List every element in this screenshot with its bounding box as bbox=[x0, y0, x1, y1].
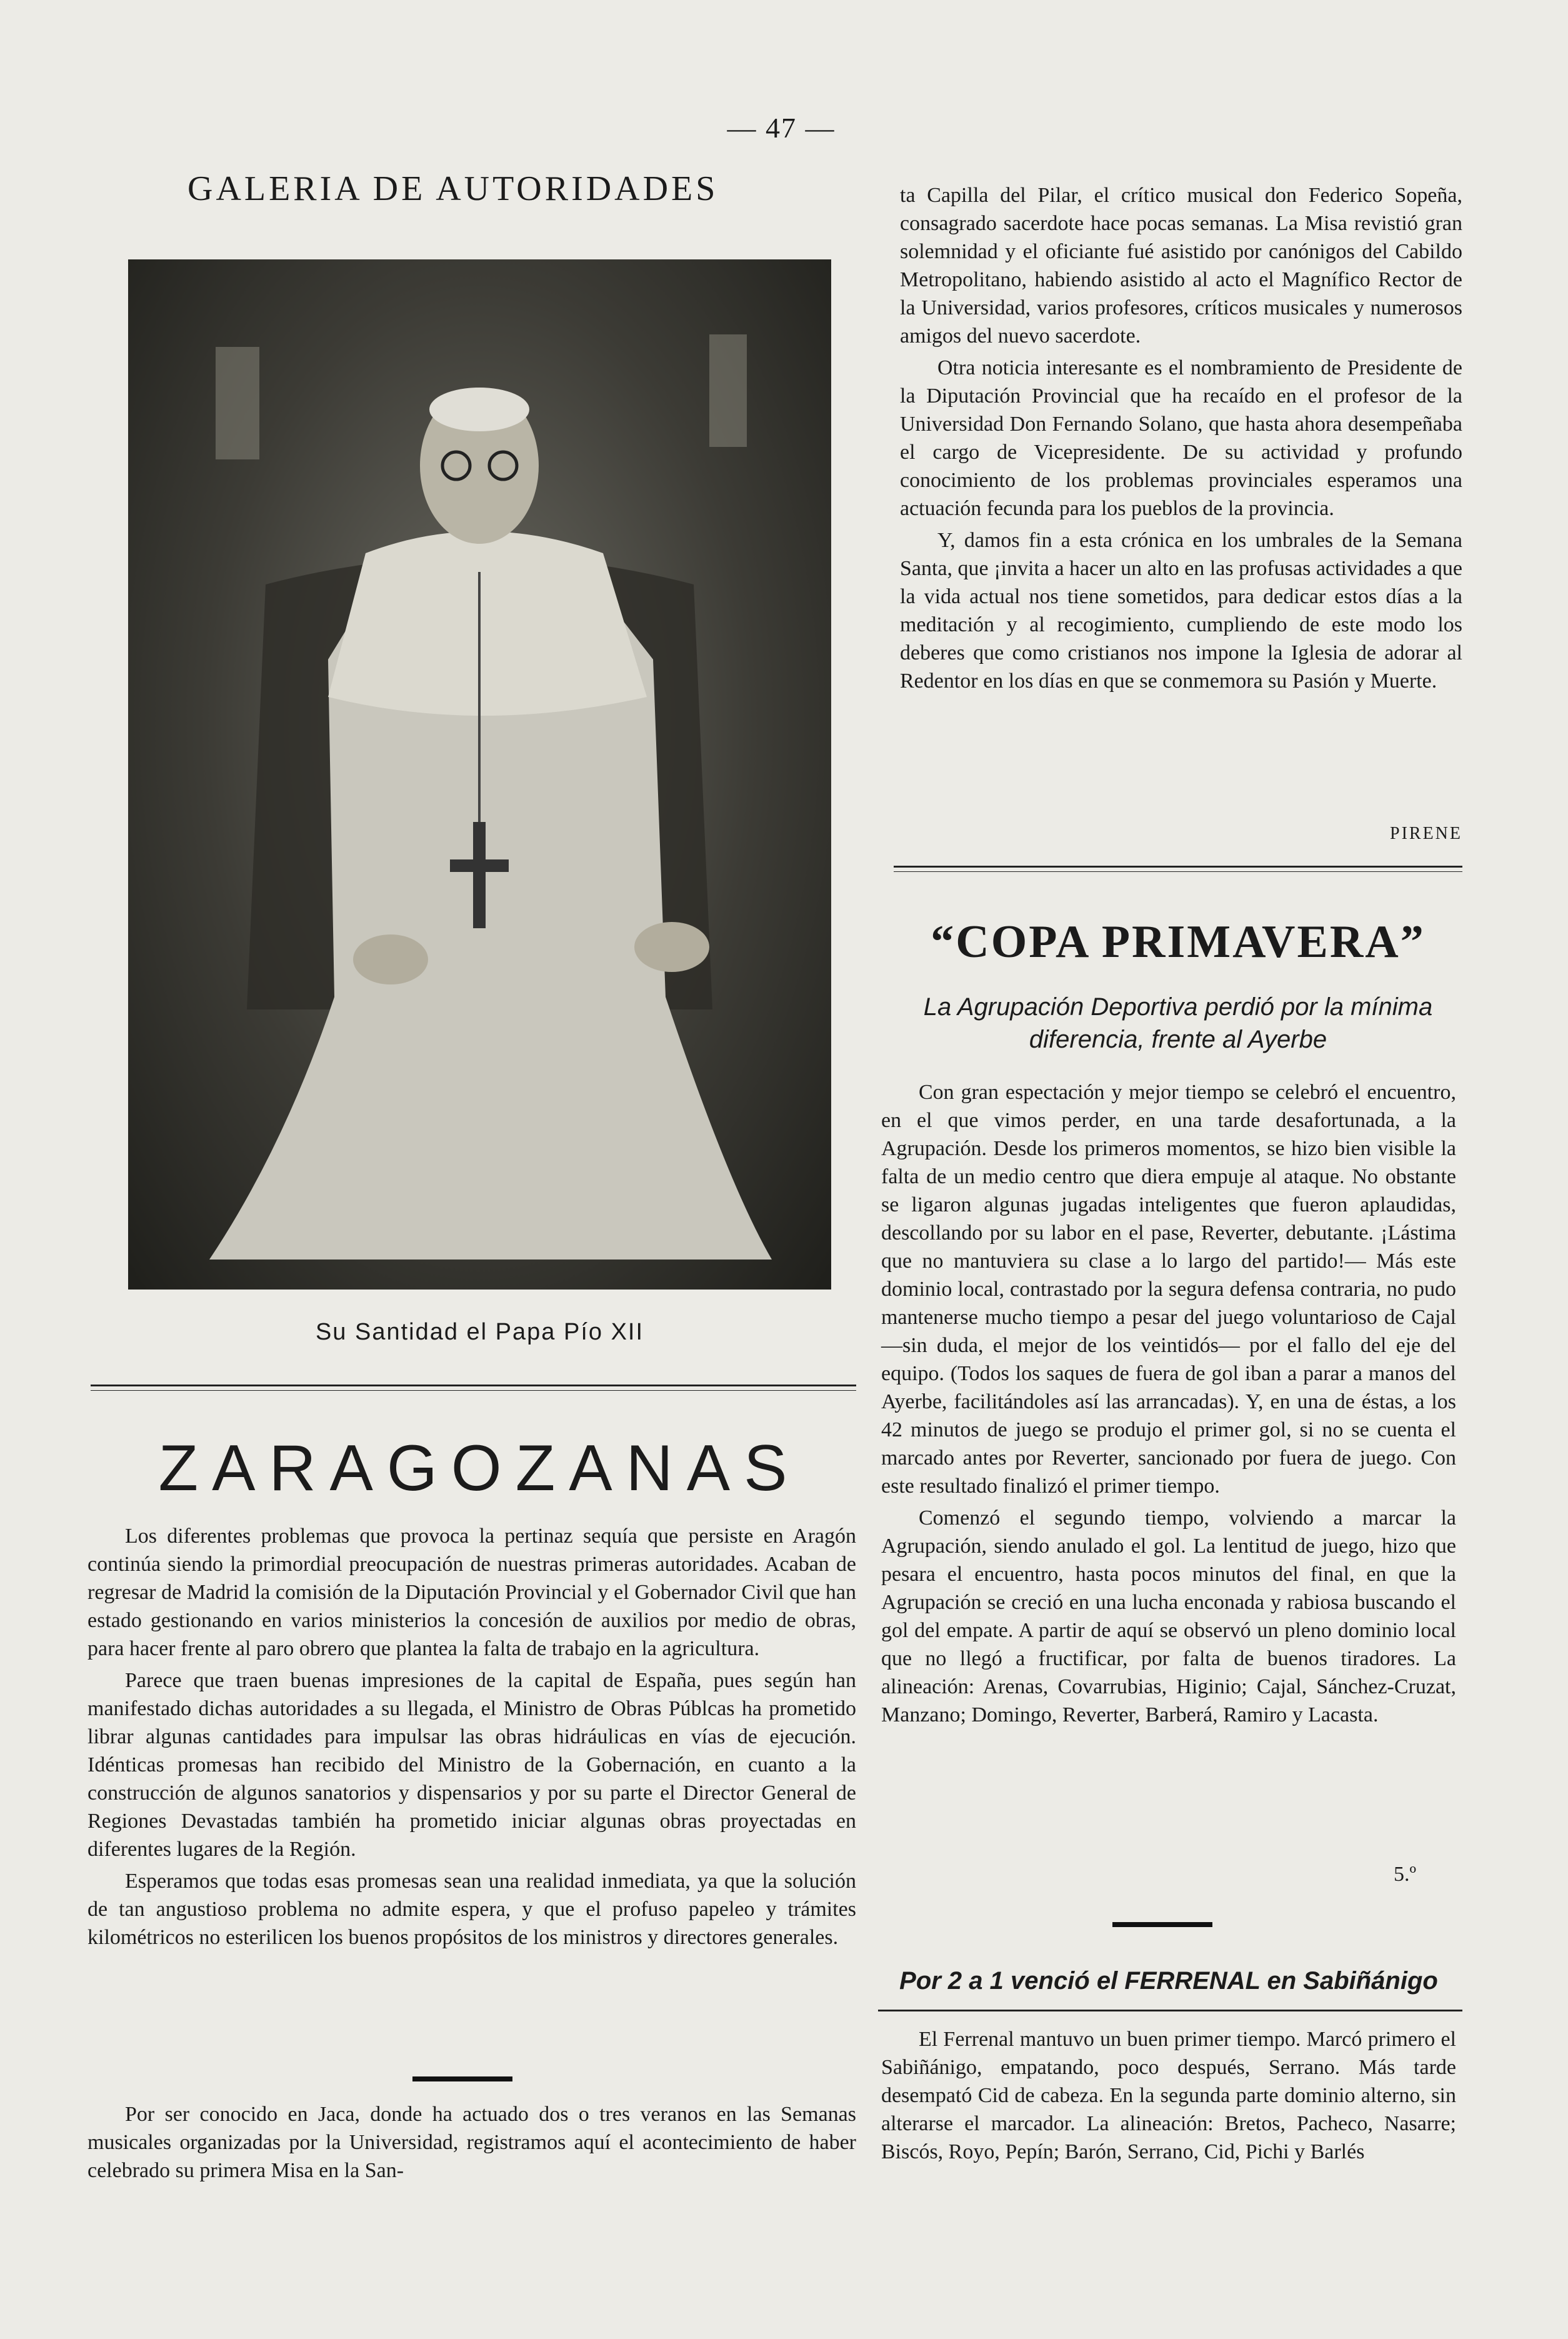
zaragozanas-paragraph: Los diferentes problemas que provoca la pertinaz sequía que persiste en Aragón continúa siendo la primordial preocupación de nuestras primeras autoridades. Acaban de regresar de Madrid la comisión de la Diputación Provincial y el Gobernador Civil que han estado gestionando en varios ministerios la concesión de auxilios por medio de obras, para hacer frente al paro obrero que plantea la falta de trabajo en la agricultura. bbox=[87, 1525, 856, 1660]
copa-paragraph: Con gran espectación y mejor tiempo se celebró el encuentro, en el que vimos perder, en una tarde desafortunada, a la Agrupación. Desde los primeros momentos, se hizo bien visible la falta de un medio centro que diera empuje al ataque. No obstante se ligaron algunas jugadas inteligentes que fueron aplaudidas, descollando por su labor en el pase, Reverter, debutante. ¡Lástima que no mantuviera su clase a lo largo del partido!— Más este dominio local, contrastado por la segura defensa contraria, no pudo mantenerse mucho tiempo a pesar del juego voluntarioso de Cajal—sin duda, el mejor de los veintidós— por el fallo del eje del equipo. (Todos los saques de fuera de gol iban a parar a manos del Ayerbe, facilitándoles así las arrancadas). Y, en una de éstas, a los 42 minutos de juego se produjo el primer gol, si no se cuenta el marcado antes por Reverter, sancionado por fuera de juego. Con este resultado finalizó el primer tiempo. bbox=[881, 1081, 1456, 1498]
zaragozanas-paragraph: Parece que traen buenas impresiones de la capital de España, pues según han manifestado dichas autoridades a su llegada, el Ministro de Obras Públcas ha prometido librar algunas cantidades para impulsar las obras hidráulicas en vías de ejecución. Idénticas promesas han recibido del Ministro de la Gobernación, en cuanto a la construcción de algunos sanatorios y dispensarios y por su parte el Director General de Regiones Devastadas también ha prometido iniciar algunas obras proyectadas en diferentes lugares de la Región. bbox=[87, 1669, 856, 1861]
zaragozanas-title: ZARAGOZANAS bbox=[158, 1432, 801, 1505]
portrait-photo bbox=[128, 259, 831, 1290]
continuation-paragraph: Y, damos fin a esta crónica en los umbrales de la Semana Santa, que ¡invita a hacer un alto en las profusas actividades a que la vida actual nos tiene sometidos, para dedicar estos días a la meditación y al recogimiento, cumpliendo de este modo los deberes que como cristianos nos impone la Iglesia de adorar al Redentor en los días en que se conmemora su Pasión y Muerte. bbox=[900, 529, 1462, 693]
copa-column bbox=[881, 1078, 1456, 1733]
ferrenal-paragraph: El Ferrenal mantuvo un buen primer tiempo. Marcó primero el Sabiñánigo, empatando, poco después, Serrano. Más tarde desempató Cid de cabeza. En la segunda parte dominio alterno, sin alterarse el marcador. La alineación: Bretos, Pacheco, Nasarre; Biscós, Royo, Pepín; Barón, Serrano, Cid, Pichi y Barlés bbox=[881, 2028, 1456, 2163]
section-heading: GALERIA DE AUTORIDADES bbox=[187, 169, 719, 208]
right-column-continuation bbox=[900, 181, 1462, 699]
portrait-photo-icon bbox=[128, 259, 831, 1290]
signature: PIRENE bbox=[1390, 824, 1462, 843]
photo-caption: Su Santidad el Papa Pío XII bbox=[315, 1319, 644, 1345]
ferrenal-rule bbox=[878, 2010, 1462, 2011]
zaragozanas-short-rule bbox=[412, 2076, 512, 2081]
zaragozanas-paragraph: Esperamos que todas esas promesas sean una realidad inmediata, ya que la solución de tan angustioso problema no admite espera, y que el profuso papeleo y trámites kilométricos no esterilicen los buenos propósitos de los ministros y directores generales. bbox=[87, 1870, 856, 1949]
copa-mark: 5.º bbox=[1394, 1863, 1417, 1886]
caption-double-rule bbox=[91, 1385, 856, 1391]
copa-paragraph: Comenzó el segundo tiempo, volviendo a marcar la Agrupación, siendo anulado el gol. La lentitud de juego, hizo que pesara el encuentro, hasta pocos minutos del final, en que la Agrupación se creció en una lucha enconada y rabiosa buscando el gol del empate. A partir de aquí se observó un pleno dominio local que no llegó a fructificar, por falta de buenos tiradores. La alineación: Arenas, Covarrubias, Higinio; Cajal, Sánchez-Cruzat, Manzano; Domingo, Reverter, Barberá, Ramiro y Lacasta. bbox=[881, 1506, 1456, 1726]
continuation-paragraph: ta Capilla del Pilar, el crítico musical don Federico Sopeña, consagrado sacerdote hace pocas semanas. La Misa revistió gran solemnidad y el oficiante fué asistido por canónigos del Cabildo Metropolitano, habiendo asistido al acto el Magnífico Rector de la Universidad, varios profesores, críticos musicales y numerosos amigos del nuevo sacerdote. bbox=[900, 184, 1462, 348]
zaragozanas-paragraph: Por ser conocido en Jaca, donde ha actuado dos o tres veranos en las Semanas musicales organizadas por la Universidad, registramos aquí el acontecimiento de haber celebrado su primera Misa en la San- bbox=[87, 2103, 856, 2182]
ferrenal-column bbox=[881, 2025, 1456, 2170]
copa-subtitle: La Agrupación Deportiva perdió por la mínima diferencia, frente al Ayerbe bbox=[923, 993, 1433, 1053]
copa-title: “COPA PRIMAVERA” bbox=[931, 916, 1426, 968]
continuation-paragraph: Otra noticia interesante es el nombramiento de Presidente de la Diputación Provincial que ha recaído en el profesor de la Universidad Don Fernando Solano, que hasta ahora desempeñaba el cargo de Vicepresidente. De su actividad y profundo conocimiento de los problemas provinciales esperamos una actuación fecunda para los pueblos de la provincia. bbox=[900, 356, 1462, 520]
page-number: — 47 — bbox=[727, 112, 836, 144]
ferrenal-title: Por 2 a 1 venció el FERRENAL en Sabiñánigo bbox=[899, 1967, 1438, 1995]
zaragozanas-column bbox=[87, 1522, 856, 1955]
zaragozanas-column-end bbox=[87, 2100, 856, 2188]
copa-short-rule bbox=[1112, 1922, 1212, 1927]
copa-double-rule bbox=[894, 866, 1462, 872]
